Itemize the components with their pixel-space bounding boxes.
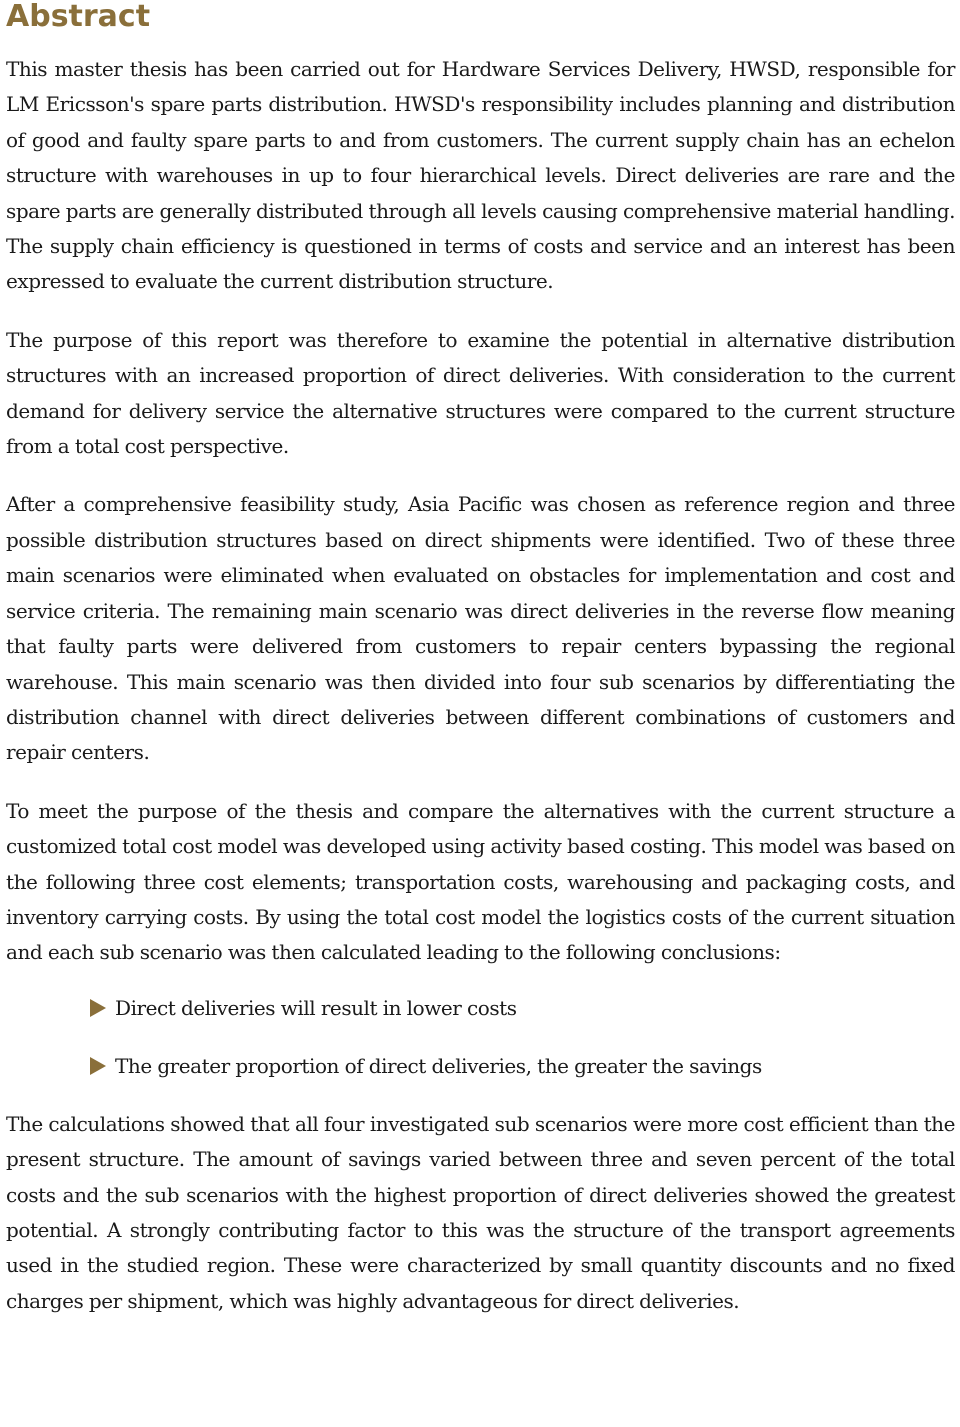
abstract-paragraph-1: This master thesis has been carried out for Hardware Services Delivery, HWSD, responsible for LM Ericsson's spare parts distribution. HWSD's responsibility includes planning and distribution of good and faulty spare parts to and from customers. The current supply chain has an echelon structure with warehouses in up to four hierarchical levels. Direct deliveries are rare and the spare parts are generally distributed through all levels causing comprehensive material handling. The supply chain efficiency is questioned in terms of costs and service and an interest has been expressed to evaluate the current distribution structure.: [6, 57, 955, 294]
section-heading: Abstract: [6, 0, 151, 34]
conclusions-list: [6, 991, 955, 1084]
abstract-paragraph-5: The calculations showed that all four investigated sub scenarios were more cost efficient than the present structure. The amount of savings varied between three and seven percent of the total costs and the sub scenarios with the highest proportion of direct deliveries showed the greatest potential. A strongly contributing factor to this was the structure of the transport agreements used in the studied region. These were characterized by small quantity discounts and no fixed charges per shipment, which was highly advantageous for direct deliveries.: [6, 1111, 955, 1313]
list-item: [90, 1049, 955, 1084]
abstract-paragraph-2: The purpose of this report was therefore to examine the potential in alternative distribution structures with an increased proportion of direct deliveries. With consideration to the current demand for delivery service the alternative structures were compared to the current structure from a total cost perspective.: [6, 327, 955, 459]
triangle-right-icon: [90, 999, 106, 1017]
document-page: [6, 0, 955, 1319]
abstract-paragraph-4: To meet the purpose of the thesis and compare the alternatives with the current structure a customized total cost model was developed using activity based costing. This model was based on the following three cost elements; transportation costs, warehousing and packaging costs, and inventory carrying costs. By using the total cost model the logistics costs of the current situation and each sub scenario was then calculated leading to the following conclusions:: [6, 798, 955, 965]
triangle-right-icon: [90, 1057, 106, 1075]
conclusion-text: The greater proportion of direct deliveries, the greater the savings: [115, 1053, 762, 1078]
list-item: [90, 991, 955, 1026]
abstract-paragraph-3: After a comprehensive feasibility study, Asia Pacific was chosen as reference region and three possible distribution structures based on direct shipments were identified. Two of these three main scenarios were eliminated when evaluated on obstacles for implementation and cost and service criteria. The remaining main scenario was direct deliveries in the reverse flow meaning that faulty parts were delivered from customers to repair centers bypassing the regional warehouse. This main scenario was then divided into four sub scenarios by differentiating the distribution channel with direct deliveries between different combinations of customers and repair centers.: [6, 492, 955, 765]
conclusion-text: Direct deliveries will result in lower costs: [115, 995, 517, 1020]
